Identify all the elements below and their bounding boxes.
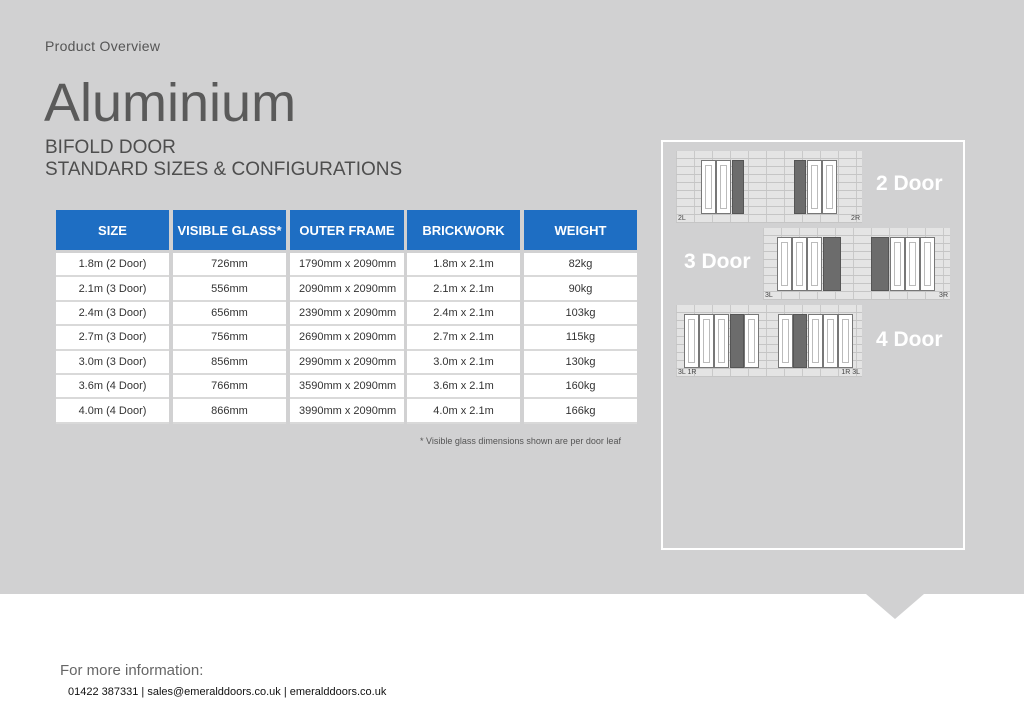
door-leaf-fixed: [730, 314, 744, 368]
door-leaf: [807, 160, 822, 214]
four-door-label: 4 Door: [876, 328, 943, 351]
table-cell-size: 2.7m (3 Door): [56, 326, 169, 350]
footer-contact-line: 01422 387331 | sales@emeralddoors.co.uk | emeralddoors.co.uk: [68, 686, 387, 698]
table-cell-brickwork: 1.8m x 2.1m: [407, 253, 520, 277]
door-leaf-fixed: [793, 314, 807, 368]
right-fold-tag: 2R: [851, 215, 860, 222]
column-header-outer-frame: OUTER FRAME: [290, 210, 404, 250]
door-leaf-fixed: [871, 237, 889, 291]
table-cell-weight: 103kg: [524, 302, 637, 326]
right-fold-tag: 1R 3L: [841, 369, 860, 376]
table-cell-size: 4.0m (4 Door): [56, 399, 169, 423]
column-outer-frame: [290, 210, 404, 424]
table-footnote: * Visible glass dimensions shown are per door leaf: [420, 436, 621, 446]
column-header-visible-glass: VISIBLE GLASS*: [173, 210, 286, 250]
door-leaf: [701, 160, 716, 214]
table-cell-outer-frame: 3590mm x 2090mm: [290, 375, 404, 399]
table-cell-weight: 90kg: [524, 277, 637, 301]
table-cell-weight: 82kg: [524, 253, 637, 277]
left-fold-tag: 3L: [765, 292, 773, 299]
page-title: Aluminium: [44, 73, 297, 133]
table-cell-outer-frame: 2390mm x 2090mm: [290, 302, 404, 326]
right-fold-tag: 3R: [939, 292, 948, 299]
door-leaf: [792, 237, 807, 291]
table-cell-outer-frame: 2690mm x 2090mm: [290, 326, 404, 350]
footer-title: For more information:: [60, 662, 204, 679]
column-brickwork: [407, 210, 520, 424]
door-leaf: [823, 314, 838, 368]
door-leaf-fixed: [794, 160, 806, 214]
four-door-diagram: [676, 305, 862, 377]
door-leaf: [684, 314, 699, 368]
table-cell-size: 3.6m (4 Door): [56, 375, 169, 399]
door-leaf: [890, 237, 905, 291]
door-leaf: [777, 237, 792, 291]
two-door-label: 2 Door: [876, 172, 943, 195]
table-cell-visible-glass: 656mm: [173, 302, 286, 326]
table-cell-outer-frame: 1790mm x 2090mm: [290, 253, 404, 277]
table-cell-visible-glass: 856mm: [173, 351, 286, 375]
three-door-label: 3 Door: [684, 250, 751, 273]
door-leaf-fixed: [732, 160, 744, 214]
left-fold-tag: 3L 1R: [678, 369, 697, 376]
table-cell-visible-glass: 556mm: [173, 277, 286, 301]
table-cell-outer-frame: 2090mm x 2090mm: [290, 277, 404, 301]
table-cell-size: 1.8m (2 Door): [56, 253, 169, 277]
table-cell-visible-glass: 756mm: [173, 326, 286, 350]
column-weight: [524, 210, 637, 424]
door-leaf: [744, 314, 759, 368]
column-visible-glass: [173, 210, 286, 424]
table-cell-visible-glass: 726mm: [173, 253, 286, 277]
panel-pointer-notch: [866, 594, 924, 619]
table-cell-weight: 166kg: [524, 399, 637, 423]
door-leaf: [778, 314, 793, 368]
table-cell-brickwork: 2.4m x 2.1m: [407, 302, 520, 326]
table-cell-visible-glass: 866mm: [173, 399, 286, 423]
table-cell-brickwork: 2.1m x 2.1m: [407, 277, 520, 301]
table-cell-brickwork: 3.0m x 2.1m: [407, 351, 520, 375]
door-leaf: [905, 237, 920, 291]
door-leaf-fixed: [823, 237, 841, 291]
table-cell-size: 2.1m (3 Door): [56, 277, 169, 301]
two-door-diagram: [676, 151, 862, 223]
door-leaf: [716, 160, 731, 214]
door-leaf: [807, 237, 822, 291]
table-cell-brickwork: 3.6m x 2.1m: [407, 375, 520, 399]
door-leaf: [714, 314, 729, 368]
table-cell-outer-frame: 2990mm x 2090mm: [290, 351, 404, 375]
page-subtitle-line1: BIFOLD DOOR: [45, 137, 176, 158]
table-cell-size: 2.4m (3 Door): [56, 302, 169, 326]
column-header-brickwork: BRICKWORK: [407, 210, 520, 250]
table-cell-brickwork: 2.7m x 2.1m: [407, 326, 520, 350]
table-cell-size: 3.0m (3 Door): [56, 351, 169, 375]
column-header-size: SIZE: [56, 210, 169, 250]
column-header-weight: WEIGHT: [524, 210, 637, 250]
table-cell-weight: 115kg: [524, 326, 637, 350]
table-cell-weight: 160kg: [524, 375, 637, 399]
page-overline: Product Overview: [45, 38, 161, 54]
table-cell-weight: 130kg: [524, 351, 637, 375]
table-cell-outer-frame: 3990mm x 2090mm: [290, 399, 404, 423]
table-cell-visible-glass: 766mm: [173, 375, 286, 399]
door-leaf: [838, 314, 853, 368]
page-subtitle-line2: STANDARD SIZES & CONFIGURATIONS: [45, 159, 403, 180]
column-size: [56, 210, 169, 424]
left-fold-tag: 2L: [678, 215, 686, 222]
table-cell-brickwork: 4.0m x 2.1m: [407, 399, 520, 423]
three-door-diagram: [763, 228, 950, 300]
door-leaf: [808, 314, 823, 368]
door-leaf: [920, 237, 935, 291]
door-leaf: [699, 314, 714, 368]
door-leaf: [822, 160, 837, 214]
